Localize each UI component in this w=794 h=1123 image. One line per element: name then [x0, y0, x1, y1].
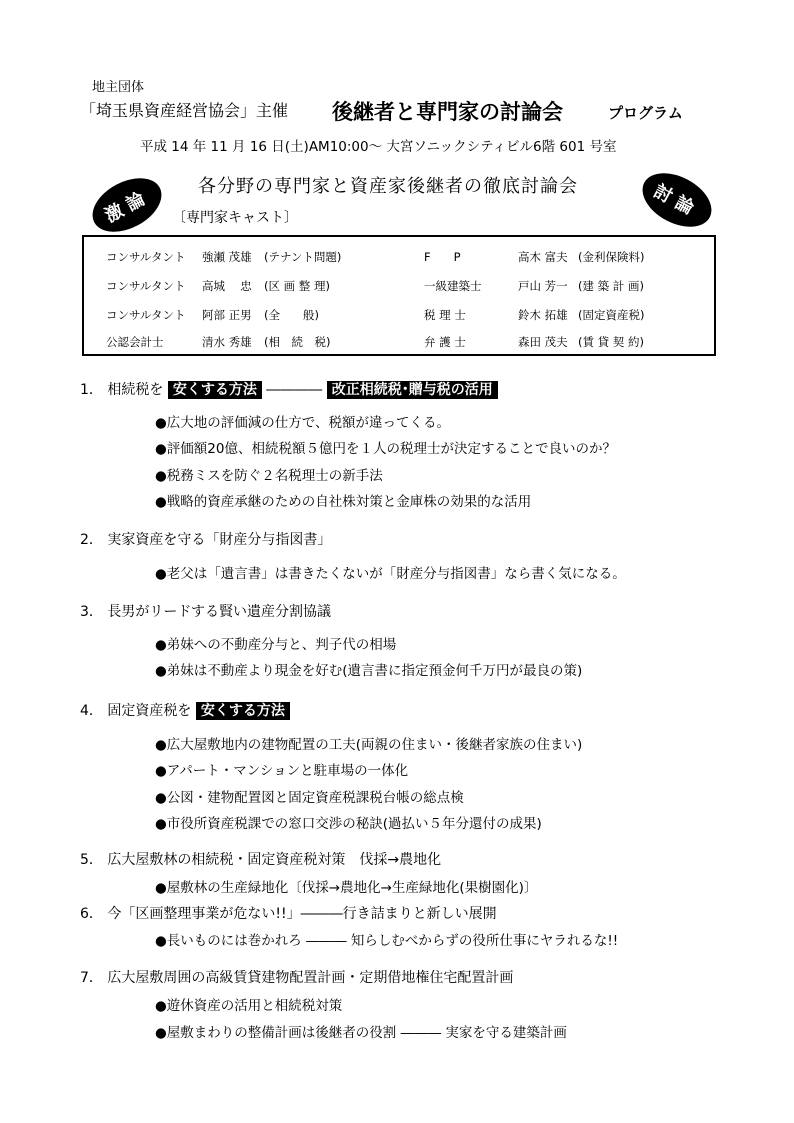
date-venue: 平成 14 年 11 月 16 日(土)AM10:00～ 大宮ソニックシティビル6階 601 号室	[140, 139, 617, 155]
item-highlight: 安くする方法	[196, 702, 290, 720]
bullet-item: ●税務ミスを防ぐ２名税理士の新手法	[155, 468, 383, 484]
item-text: 今「区画整理事業が危ない!!」―――行き詰まりと新しい展開	[107, 906, 497, 922]
item-text: 広大屋敷周囲の高級賃貸建物配置計画・定期借地権住宅配置計画	[107, 970, 514, 986]
cast-topic: (区 画 整 理)	[264, 279, 330, 293]
host-line: 「埼玉県資産経営協会」主催	[80, 101, 289, 120]
cast-name: 強瀬 茂雄	[202, 250, 252, 264]
bullet-item: ●遊休資産の活用と相続税対策	[155, 998, 343, 1014]
item-dash: ――――	[266, 382, 323, 398]
cast-name: 阿部 正男	[202, 308, 252, 322]
item-text: 相続税を	[107, 382, 164, 398]
bullet-item: ●屋敷まわりの整備計画は後継者の役割 ――― 実家を守る建築計画	[155, 1025, 567, 1041]
cast-role: コンサルタント	[106, 250, 186, 264]
page-title: 後継者と専門家の討論会	[332, 100, 563, 124]
item-text: 実家資産を守る「財産分与指図書」	[107, 532, 332, 548]
bullet-item: ●弟妹への不動産分与と、判子代の相場	[155, 637, 397, 653]
cast-name: 高城 忠	[202, 279, 252, 293]
agenda-item-6	[80, 903, 497, 923]
cast-topic: (建 築 計 画)	[578, 279, 644, 293]
bullet-item: ●弟妹は不動産より現金を好む(遺言書に指定預金何千万円が最良の策)	[155, 663, 583, 679]
bullet-item: ●老父は「遺言書」は書きたくないが「財産分与指図書」なら書く気になる。	[155, 566, 626, 582]
cast-role: 税 理 士	[424, 308, 466, 322]
bullet-item: ●長いものには巻かれろ ――― 知らしむべからずの役所仕事にヤラれるな!!	[155, 933, 619, 949]
cast-name: 鈴木 拓雄	[518, 308, 568, 322]
cast-topic: (固定資産税)	[578, 308, 645, 322]
cast-name: 清水 秀雄	[202, 335, 252, 349]
subtitle: 各分野の専門家と資産家後継者の徹底討論会	[198, 176, 578, 197]
agenda-item-1	[80, 379, 498, 399]
agenda-item-2	[80, 529, 331, 549]
item-number: 1．	[80, 382, 103, 398]
debate-badge-left: 激論	[84, 167, 171, 242]
cast-role: 弁 護 士	[424, 335, 466, 349]
cast-name: 戸山 芳一	[518, 279, 568, 293]
agenda-item-4	[80, 700, 290, 720]
cast-role: F P	[424, 250, 461, 264]
cast-topic: (全 般)	[264, 308, 319, 322]
host-organization-label: 地主団体	[92, 80, 145, 95]
bullet-item: ●公図・建物配置図と固定資産税課税台帳の総点検	[155, 790, 464, 806]
cast-role: コンサルタント	[106, 308, 186, 322]
cast-name: 森田 茂夫	[518, 335, 568, 349]
item-text: 固定資産税を	[107, 703, 192, 719]
item-text: 広大屋敷林の相続税・固定資産税対策 伐採→農地化	[107, 852, 442, 868]
bullet-item: ●屋敷林の生産緑地化〔伐採→農地化→生産緑地化(果樹園化)〕	[155, 880, 538, 896]
cast-role: 公認会計士	[106, 335, 164, 349]
item-number: 4．	[80, 703, 103, 719]
bullet-item: ●市役所資産税課での窓口交渉の秘訣(過払い５年分還付の成果)	[155, 816, 542, 832]
bullet-item: ●戦略的資産承継のための自社株対策と金庫株の効果的な活用	[155, 494, 532, 510]
cast-box	[82, 235, 716, 356]
item-highlight: 安くする方法	[168, 381, 262, 399]
cast-role: 一級建築士	[424, 279, 482, 293]
cast-topic: (テナント問題)	[264, 250, 342, 264]
bullet-item: ●評価額20億、相続税額５億円を１人の税理士が決定することで良いのか？	[155, 441, 616, 457]
cast-role: コンサルタント	[106, 279, 186, 293]
bullet-item: ●広大屋敷地内の建物配置の工夫(両親の住まい・後継者家族の住まい)	[155, 737, 583, 753]
cast-name: 高木 富夫	[518, 250, 568, 264]
cast-label: 〔専門家キャスト〕	[172, 210, 298, 226]
item-number: 7．	[80, 970, 103, 986]
item-number: 2．	[80, 532, 103, 548]
agenda-item-3	[80, 601, 331, 621]
item-number: 6．	[80, 906, 103, 922]
item-text: 長男がリードする賢い遺産分割協議	[107, 604, 331, 620]
item-highlight-2: 改正相続税･贈与税の活用	[327, 381, 498, 399]
item-number: 5．	[80, 852, 103, 868]
debate-badge-right: 討論	[634, 162, 721, 237]
page-title-suffix: プログラム	[608, 104, 683, 122]
agenda-item-5	[80, 849, 441, 869]
cast-topic: (金利保険料)	[578, 250, 645, 264]
agenda-item-7	[80, 967, 513, 987]
bullet-item: ●広大地の評価減の仕方で、税額が違ってくる。	[155, 415, 451, 431]
cast-topic: (相 続 税)	[264, 335, 331, 349]
item-number: 3．	[80, 604, 103, 620]
bullet-item: ●アパート・マンションと駐車場の一体化	[155, 763, 409, 779]
cast-topic: (賃 貸 契 約)	[578, 335, 644, 349]
